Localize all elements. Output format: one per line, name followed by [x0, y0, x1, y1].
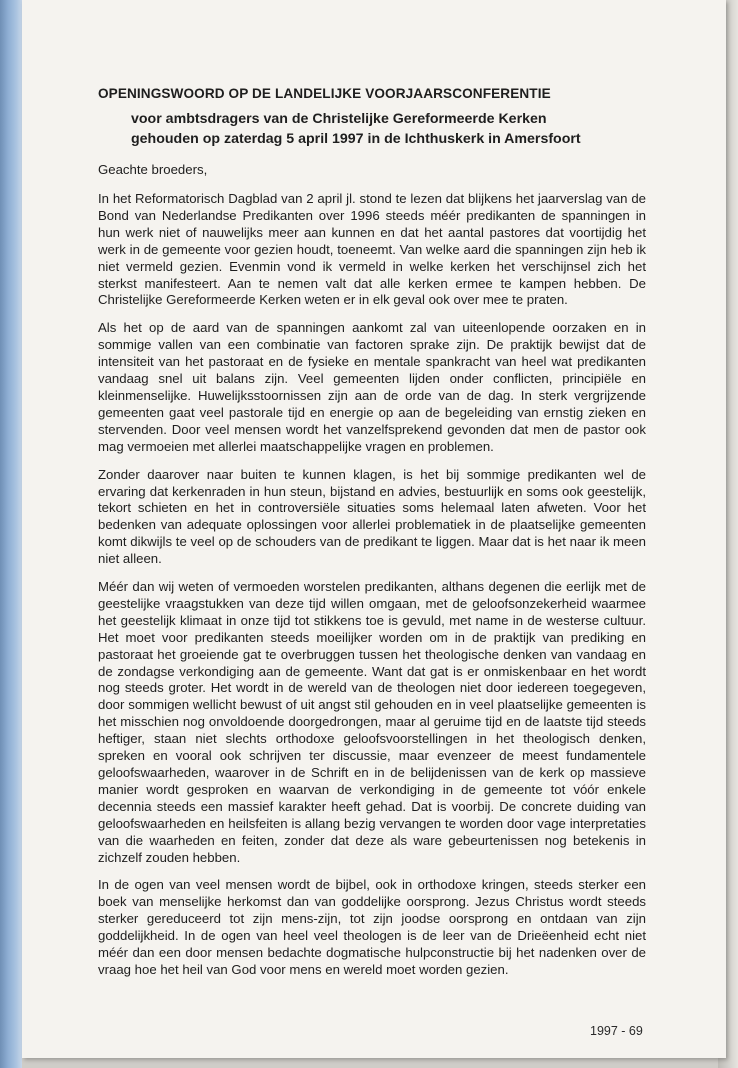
subtitle-line-2: gehouden op zaterdag 5 april 1997 in de Ichthuskerk in Amersfoort: [131, 131, 581, 147]
paragraph-1: In het Reformatorisch Dagblad van 2 april jl. stond te lezen dat blijkens het jaarverslag van de Bond van Nederlandse Predikanten over 1996 steeds méér predikanten de spanningen in hun werk niet of nauwelijks meer aan kunnen en dat het aantal pastores dat voortijdig het werk in de gemeente voor gezien houdt, toeneemt. Van welke aard die spanningen zijn heb ik niet vermeld gezien. Evenmin vond ik vermeld in welke kerken het verschijnsel zich het sterkst manifesteert. Aan te nemen valt dat alle kerken ermee te kampen hebben. De Christelijke Gereformeerde Kerken weten er in elk geval ook over mee te praten.: [98, 191, 646, 308]
document-content: [98, 86, 646, 990]
paragraph-3: Zonder daarover naar buiten te kunnen klagen, is het bij sommige predikanten wel de ervaring dat kerkenraden in hun steun, bijstand en advies, bestuurlijk en soms ook geestelijk, tekort schieten en het in controversiële situaties soms helemaal laten afweten. Voor het bedenken van adequate oplossingen voor allerlei problematiek in de plaatselijke gemeenten komt dikwijls te veel op de schouders van de predikant te liggen. Maar dat is het naar ik meen niet alleen.: [98, 466, 646, 567]
document-subtitle: [131, 109, 646, 149]
subtitle-line-1: voor ambtsdragers van de Christelijke Gereformeerde Kerken: [131, 111, 547, 127]
binding-edge: [0, 0, 22, 1068]
paragraph-4: Méér dan wij weten of vermoeden worstelen predikanten, althans degenen die eerlijk met de geestelijke vraagstukken van deze tijd willen omgaan, met de geloofsonzekerheid waarmee het geestelijk klimaat in onze tijd tot stikkens toe is gevuld, met name in de westerse cultuur. Het moet voor predikanten steeds moeilijker worden om in de praktijk van prediking en pastoraat het groeiende gat te overbruggen tussen het theologische denken van vandaag en de zondagse verkondiging aan de gemeente. Want dat gat is er onmiskenbaar en het wordt nog steeds groter. Het wordt in de wereld van de theologen niet door iedereen toegegeven, door sommigen wellicht bewust of uit angst stil gehouden en in veel plaatselijke gemeenten is het misschien nog onvoldoende doorgedrongen, maar al geruime tijd en de laatste tijd steeds heftiger, staan niet slechts orthodoxe geloofsvoorstellingen in het theologisch denken, spreken en vooral ook schrijven ter discussie, maar evenzeer de meest fundamentele geloofswaarheden, waarover in de Schrift en in de belijdenissen van de kerk op massieve manier wordt gesproken en waarvan de verkondiging in de gemeente tot vóór enkele decennia steeds een massief karakter heeft gehad. Dat is voorbij. De concrete duiding van geloofswaarheden en heilsfeiten is allang bezig vervangen te worden door vage interpretaties van die waarheden en feiten, zonder dat deze als ware gebeurtenissen nog betekenis in zichzelf zouden hebben.: [98, 579, 646, 865]
greeting: Geachte broeders,: [98, 162, 208, 177]
paragraph-5: In de ogen van veel mensen wordt de bijbel, ook in orthodoxe kringen, steeds sterker een boek van menselijke herkomst dan van goddelijke oorsprong. Jezus Christus wordt steeds sterker gereduceerd tot zijn mens-zijn, tot zijn joodse oorsprong en ontdaan van zijn goddelijkheid. In de ogen van heel veel theologen is de leer van de Drieëenheid echt niet méér dan een door mensen bedachte dogmatische hulpconstructie bij het nadenken over de vraag hoe het heil van God voor mens en wereld moet worden gezien.: [98, 877, 646, 977]
page-number: 1997 - 69: [590, 1024, 643, 1038]
document-title: OPENINGSWOORD OP DE LANDELIJKE VOORJAARSCONFERENTIE: [98, 86, 551, 101]
paragraph-2: Als het op de aard van de spanningen aankomt zal van uiteenlopende oorzaken en in sommige vallen van een combinatie van factoren sprake zijn. De praktijk bewijst dat de intensiteit van het pastoraat en de fysieke en mentale spankracht van heel wat predikanten vandaag snel uit balans zijn. Veel gemeenten lijden onder conflicten, principiële en kleinmenselijke. Huwelijksstoornissen zijn aan de orde van de dag. In sterk vergrijzende gemeenten gaat veel pastorale tijd en energie op aan de begeleiding van ernstig zieken en stervenden. Door veel mensen wordt het vanzelfsprekend gevonden dat men de pastor ook mag vermoeien met allerlei maatschappelijke vragen en problemen.: [98, 320, 646, 454]
